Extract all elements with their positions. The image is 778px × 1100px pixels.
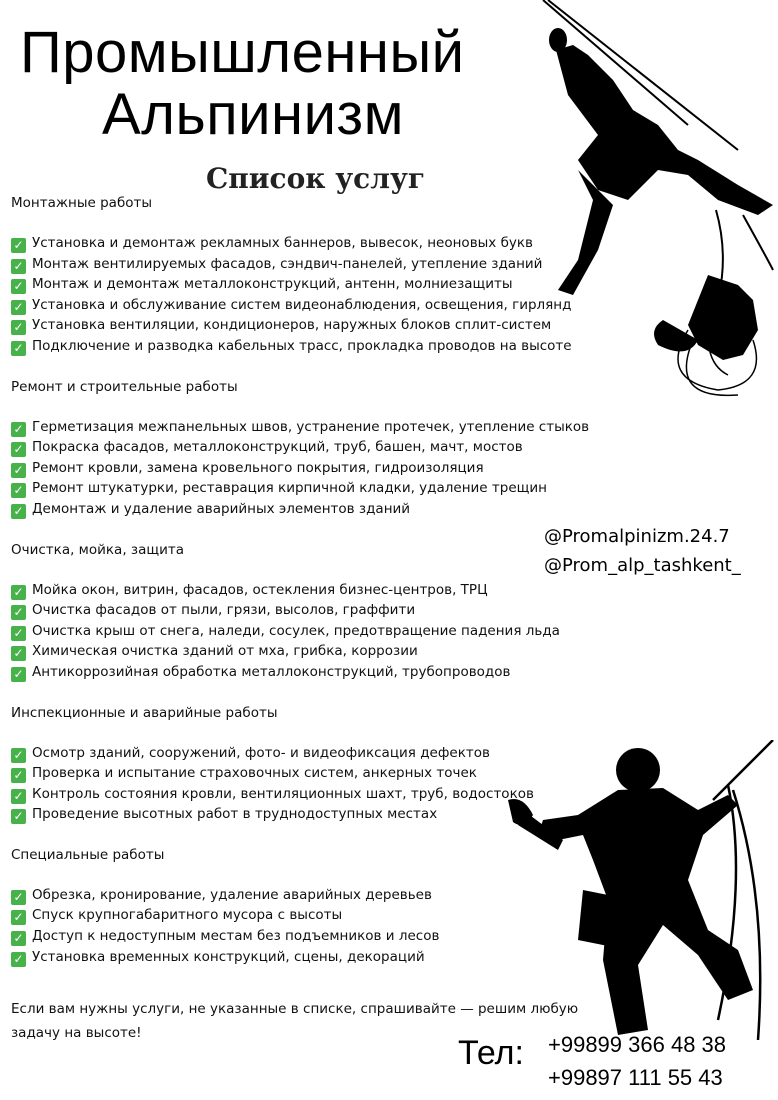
check-mark-icon: ✓ bbox=[11, 890, 26, 905]
list-item: ✓ Установка временных конструкций, сцены, декораций bbox=[11, 947, 611, 968]
service-section bbox=[11, 377, 611, 520]
list-item: ✓ Подключение и разводка кабельных трасс, прокладка проводов на высоте bbox=[11, 336, 611, 357]
check-mark-icon: ✓ bbox=[11, 931, 26, 946]
service-section bbox=[11, 540, 611, 683]
section-title: Инспекционные и аварийные работы bbox=[11, 704, 278, 721]
section-title: Монтажные работы bbox=[11, 195, 153, 211]
list-item: ✓ Антикоррозийная обработка металлоконструкций, трубопроводов bbox=[11, 662, 611, 683]
check-mark-icon: ✓ bbox=[11, 341, 26, 356]
check-mark-icon: ✓ bbox=[11, 300, 26, 315]
check-mark-icon: ✓ bbox=[11, 585, 26, 600]
check-mark-icon: ✓ bbox=[11, 238, 26, 253]
list-item: ✓ Обрезка, кронирование, удаление аварийных деревьев bbox=[11, 885, 611, 906]
check-mark-icon: ✓ bbox=[11, 422, 26, 437]
check-mark-icon: ✓ bbox=[11, 463, 26, 478]
check-mark-icon: ✓ bbox=[11, 320, 26, 335]
list-item: ✓ Очистка крыш от снега, наледи, сосулек, предотвращение падения льда bbox=[11, 621, 611, 642]
phone-number-2[interactable]: +99897 111 55 43 bbox=[548, 1065, 723, 1090]
check-mark-icon: ✓ bbox=[11, 789, 26, 804]
list-item: ✓ Доступ к недоступным местам без подъемников и лесов bbox=[11, 926, 611, 947]
social-handle-2[interactable]: @Prom_alp_tashkent_ bbox=[544, 555, 741, 576]
list-item: ✓ Контроль состояния кровли, вентиляционных шахт, труб, водостоков bbox=[11, 784, 611, 805]
list-item: ✓ Установка и обслуживание систем видеонаблюдения, освещения, гирлянд bbox=[11, 295, 611, 316]
check-mark-icon: ✓ bbox=[11, 605, 26, 620]
list-item: ✓ Покраска фасадов, металлоконструкций, труб, башен, мачт, мостов bbox=[11, 437, 611, 458]
check-mark-icon: ✓ bbox=[11, 442, 26, 457]
check-mark-icon: ✓ bbox=[11, 646, 26, 661]
check-mark-icon: ✓ bbox=[11, 667, 26, 682]
section-title: Очистка, мойка, защита bbox=[11, 541, 184, 558]
list-item: ✓ Герметизация межпанельных швов, устранение протечек, утепление стыков bbox=[11, 417, 611, 438]
list-item: ✓ Демонтаж и удаление аварийных элементов зданий bbox=[11, 499, 611, 520]
phone-number-1[interactable]: +99899 366 48 38 bbox=[548, 1032, 727, 1057]
phone-list bbox=[548, 1028, 726, 1094]
check-mark-icon: ✓ bbox=[11, 259, 26, 274]
worker-silhouette-icon bbox=[488, 740, 778, 1040]
list-item: ✓ Спуск крупногабаритного мусора с высоты bbox=[11, 905, 611, 926]
title-line-2: Альпинизм bbox=[102, 82, 404, 147]
list-item: ✓ Мойка окон, витрин, фасадов, остекления бизнес-центров, ТРЦ bbox=[11, 580, 611, 601]
check-mark-icon: ✓ bbox=[11, 504, 26, 519]
check-mark-icon: ✓ bbox=[11, 279, 26, 294]
social-handle-1[interactable]: @Promalpinizm.24.7 bbox=[544, 526, 730, 547]
footnote: Если вам нужны услуги, не указанные в списке, спрашивайте — решим любую задачу на высоте! bbox=[11, 1001, 579, 1041]
list-item: ✓ Осмотр зданий, сооружений, фото- и видеофиксация дефектов bbox=[11, 743, 611, 764]
subtitle: Список услуг bbox=[206, 162, 426, 195]
check-mark-icon: ✓ bbox=[11, 483, 26, 498]
check-mark-icon: ✓ bbox=[11, 768, 26, 783]
list-item: ✓ Химическая очистка зданий от мха, грибка, коррозии bbox=[11, 641, 611, 662]
list-item: ✓ Монтаж и демонтаж металлоконструкций, антенн, молниезащиты bbox=[11, 274, 611, 295]
list-item: ✓ Проверка и испытание страховочных систем, анкерных точек bbox=[11, 763, 611, 784]
list-item: ✓ Монтаж вентилируемых фасадов, сэндвич-панелей, утепление зданий bbox=[11, 254, 611, 275]
title-line-1: Промышленный bbox=[20, 20, 465, 85]
list-item: ✓ Проведение высотных работ в труднодоступных местах bbox=[11, 804, 611, 825]
list-item: ✓ Ремонт кровли, замена кровельного покрытия, гидроизоляция bbox=[11, 458, 611, 479]
check-mark-icon: ✓ bbox=[11, 626, 26, 641]
service-section bbox=[11, 193, 611, 357]
check-mark-icon: ✓ bbox=[11, 952, 26, 967]
list-item: ✓ Установка вентиляции, кондиционеров, наружных блоков сплит-систем bbox=[11, 315, 611, 336]
list-item: ✓ Установка и демонтаж рекламных баннеров, вывесок, неоновых букв bbox=[11, 233, 611, 254]
section-title: Ремонт и строительные работы bbox=[11, 378, 238, 395]
check-mark-icon: ✓ bbox=[11, 748, 26, 763]
check-mark-icon: ✓ bbox=[11, 809, 26, 824]
page-title bbox=[20, 22, 465, 146]
list-item: ✓ Ремонт штукатурки, реставрация кирпичной кладки, удаление трещин bbox=[11, 478, 611, 499]
section-title: Специальные работы bbox=[11, 846, 165, 863]
list-item: ✓ Очистка фасадов от пыли, грязи, высолов, граффити bbox=[11, 600, 611, 621]
tel-label: Тел: bbox=[458, 1034, 524, 1072]
social-handles bbox=[544, 522, 741, 580]
check-mark-icon: ✓ bbox=[11, 910, 26, 925]
